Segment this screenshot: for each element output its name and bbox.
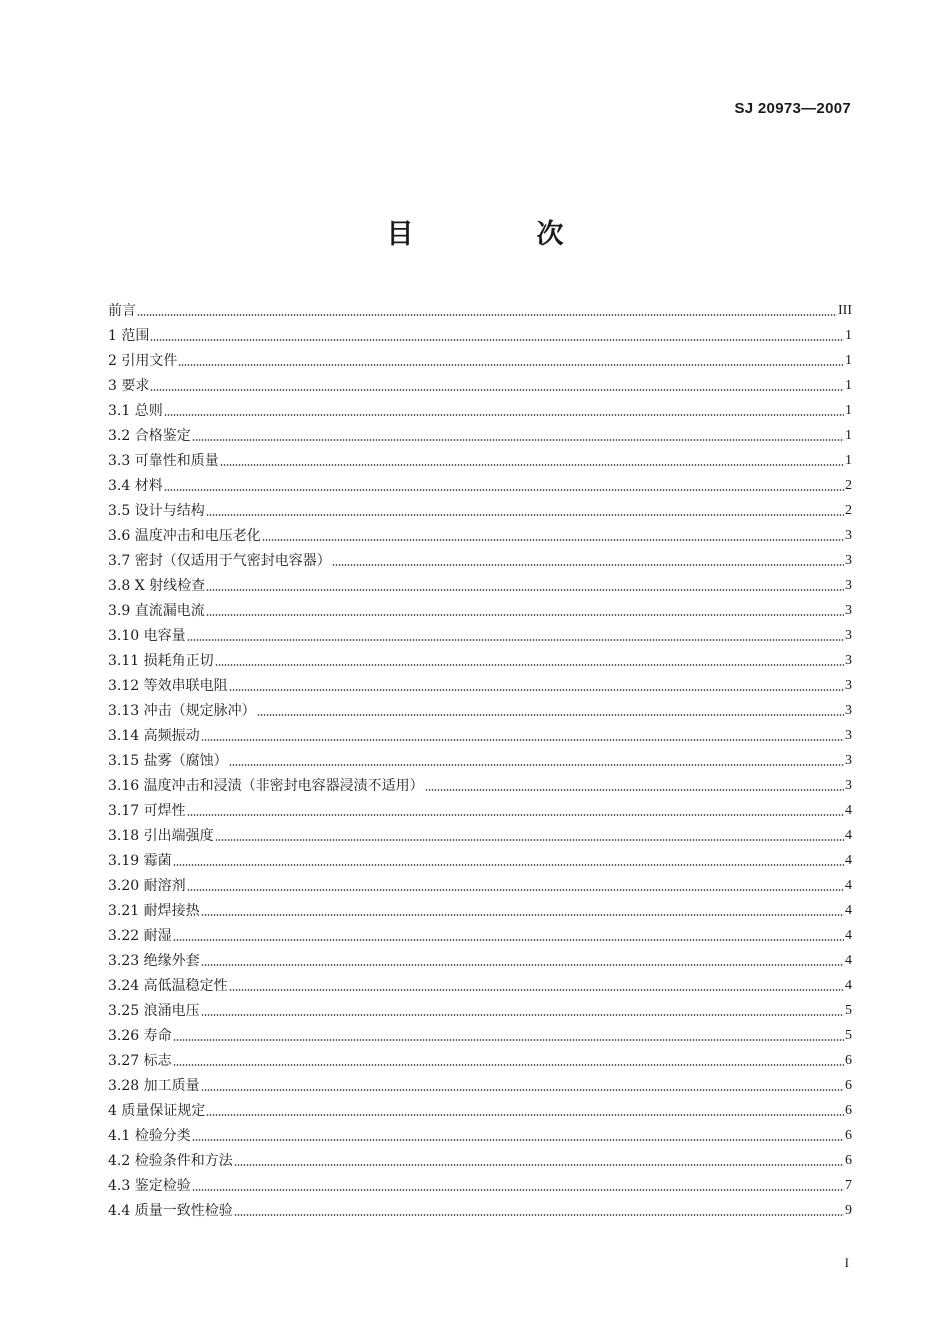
toc-dot-leader xyxy=(201,739,844,741)
toc-entry-label: 3.21 耐焊接热 xyxy=(108,903,200,919)
toc-dot-leader xyxy=(192,1189,844,1191)
toc-dot-leader xyxy=(262,539,844,541)
toc-dot-leader xyxy=(187,639,844,641)
toc-entry-label: 3.16 温度冲击和浸渍（非密封电容器浸渍不适用） xyxy=(108,778,424,794)
toc-entry-page: 1 xyxy=(845,428,852,443)
toc-dot-leader xyxy=(215,839,844,841)
toc-entry[interactable] xyxy=(108,420,852,445)
toc-dot-leader xyxy=(206,514,844,516)
toc-entry[interactable] xyxy=(108,345,852,370)
toc-entry[interactable] xyxy=(108,395,852,420)
toc-entry-page: 3 xyxy=(845,778,852,793)
toc-entry-page: 3 xyxy=(845,603,852,618)
toc-dot-leader xyxy=(220,464,844,466)
toc-entry-page: 4 xyxy=(845,978,852,993)
toc-entry-label: 3.27 标志 xyxy=(108,1053,172,1069)
toc-entry[interactable] xyxy=(108,320,852,345)
toc-entry-page: 4 xyxy=(845,928,852,943)
toc-entry-label: 3.19 霉菌 xyxy=(108,853,172,869)
toc-dot-leader xyxy=(229,764,844,766)
toc-entry-page: 6 xyxy=(845,1053,852,1068)
toc-entry-label: 3.12 等效串联电阻 xyxy=(108,678,228,694)
toc-dot-leader xyxy=(206,1114,844,1116)
toc-entry-page: 4 xyxy=(845,903,852,918)
toc-dot-leader xyxy=(234,1214,844,1216)
toc-dot-leader xyxy=(425,789,844,791)
toc-entry-page: 3 xyxy=(845,703,852,718)
toc-entry-label: 4.2 检验条件和方法 xyxy=(108,1153,233,1169)
toc-entry-label: 3.20 耐溶剂 xyxy=(108,878,186,894)
toc-entry-label: 3.3 可靠性和质量 xyxy=(108,453,219,469)
toc-entry-label: 3.2 合格鉴定 xyxy=(108,428,191,444)
toc-entry-label: 3.25 浪涌电压 xyxy=(108,1003,200,1019)
toc-dot-leader xyxy=(192,1139,844,1141)
toc-entry-label: 3.1 总则 xyxy=(108,403,163,419)
toc-entry[interactable] xyxy=(108,1095,852,1120)
toc-dot-leader xyxy=(332,564,844,566)
toc-entry-label: 1 范围 xyxy=(108,328,150,344)
toc-entry[interactable] xyxy=(108,1120,852,1145)
toc-entry-page: 3 xyxy=(845,553,852,568)
toc-entry[interactable] xyxy=(108,820,852,845)
toc-entry[interactable] xyxy=(108,295,852,320)
toc-entry-page: 1 xyxy=(845,378,852,393)
toc-dot-leader xyxy=(215,664,844,666)
toc-entry[interactable] xyxy=(108,970,852,995)
toc-entry-page: 4 xyxy=(845,828,852,843)
toc-entry-label: 3.18 引出端强度 xyxy=(108,828,214,844)
toc-entry-label: 3.6 温度冲击和电压老化 xyxy=(108,528,261,544)
toc-entry-label: 3.26 寿命 xyxy=(108,1028,172,1044)
toc-entry-page: 3 xyxy=(845,728,852,743)
toc-entry-page: III xyxy=(838,303,852,318)
toc-entry-page: 6 xyxy=(845,1078,852,1093)
toc-entry-label: 3.5 设计与结构 xyxy=(108,503,205,519)
toc-entry-page: 4 xyxy=(845,853,852,868)
toc-entry-label: 3.11 损耗角正切 xyxy=(108,653,214,669)
toc-entry-page: 6 xyxy=(845,1103,852,1118)
toc-entry-page: 3 xyxy=(845,528,852,543)
toc-entry[interactable] xyxy=(108,845,852,870)
toc-entry-label: 3.7 密封（仅适用于气密封电容器） xyxy=(108,553,331,569)
toc-entry[interactable] xyxy=(108,1045,852,1070)
toc-entry[interactable] xyxy=(108,570,852,595)
table-of-contents xyxy=(108,295,852,1220)
toc-entry[interactable] xyxy=(108,920,852,945)
toc-entry[interactable] xyxy=(108,795,852,820)
toc-dot-leader xyxy=(150,339,844,341)
toc-dot-leader xyxy=(206,589,844,591)
toc-dot-leader xyxy=(206,614,844,616)
toc-entry-page: 7 xyxy=(845,1178,852,1193)
toc-entry[interactable] xyxy=(108,545,852,570)
standard-code: SJ 20973—2007 xyxy=(734,100,851,117)
toc-dot-leader xyxy=(137,314,837,316)
toc-entry-page: 1 xyxy=(845,453,852,468)
toc-dot-leader xyxy=(201,1014,844,1016)
toc-entry[interactable] xyxy=(108,1170,852,1195)
toc-entry-label: 3.8 X 射线检查 xyxy=(108,578,206,594)
toc-entry[interactable] xyxy=(108,1145,852,1170)
toc-dot-leader xyxy=(173,864,844,866)
toc-dot-leader xyxy=(173,939,844,941)
toc-dot-leader xyxy=(164,414,844,416)
toc-entry[interactable] xyxy=(108,870,852,895)
toc-entry-page: 4 xyxy=(845,878,852,893)
toc-entry[interactable] xyxy=(108,1070,852,1095)
toc-entry[interactable] xyxy=(108,1195,852,1220)
toc-entry-label: 3.24 高低温稳定性 xyxy=(108,978,228,994)
toc-dot-leader xyxy=(178,364,844,366)
toc-entry-page: 4 xyxy=(845,953,852,968)
toc-entry-label: 3.28 加工质量 xyxy=(108,1078,200,1094)
toc-entry-page: 2 xyxy=(845,503,852,518)
toc-dot-leader xyxy=(164,489,844,491)
toc-entry[interactable] xyxy=(108,620,852,645)
toc-entry-page: 1 xyxy=(845,328,852,343)
toc-entry-label: 2 引用文件 xyxy=(108,353,178,369)
toc-entry-label: 3.22 耐湿 xyxy=(108,928,172,944)
toc-entry-page: 2 xyxy=(845,478,852,493)
toc-entry-page: 4 xyxy=(845,803,852,818)
toc-entry[interactable] xyxy=(108,645,852,670)
toc-dot-leader xyxy=(173,1064,844,1066)
toc-entry-label: 3.4 材料 xyxy=(108,478,163,494)
toc-entry[interactable] xyxy=(108,1020,852,1045)
toc-entry[interactable] xyxy=(108,695,852,720)
toc-entry[interactable] xyxy=(108,745,852,770)
toc-entry-label: 3.15 盐雾（腐蚀） xyxy=(108,753,228,769)
toc-entry-page: 1 xyxy=(845,403,852,418)
toc-dot-leader xyxy=(201,914,844,916)
toc-dot-leader xyxy=(229,989,844,991)
toc-entry-page: 3 xyxy=(845,753,852,768)
toc-entry-label: 3.14 高频振动 xyxy=(108,728,200,744)
toc-entry-page: 5 xyxy=(845,1003,852,1018)
toc-entry[interactable] xyxy=(108,720,852,745)
toc-dot-leader xyxy=(187,814,844,816)
toc-dot-leader xyxy=(257,714,844,716)
toc-entry-label: 3.23 绝缘外套 xyxy=(108,953,200,969)
toc-entry-label: 4.3 鉴定检验 xyxy=(108,1178,191,1194)
toc-entry-label: 3.10 电容量 xyxy=(108,628,186,644)
toc-entry[interactable] xyxy=(108,595,852,620)
toc-entry-label: 3 要求 xyxy=(108,378,150,394)
toc-dot-leader xyxy=(173,1039,844,1041)
toc-dot-leader xyxy=(234,1164,844,1166)
toc-entry-label: 前言 xyxy=(108,303,136,319)
toc-entry[interactable] xyxy=(108,770,852,795)
toc-entry[interactable] xyxy=(108,945,852,970)
toc-entry[interactable] xyxy=(108,520,852,545)
toc-entry-page: 3 xyxy=(845,678,852,693)
toc-entry[interactable] xyxy=(108,895,852,920)
toc-entry-page: 6 xyxy=(845,1153,852,1168)
toc-entry-page: 6 xyxy=(845,1128,852,1143)
toc-entry-label: 3.17 可焊性 xyxy=(108,803,186,819)
toc-entry-page: 5 xyxy=(845,1028,852,1043)
toc-entry[interactable] xyxy=(108,470,852,495)
page-title: 目 次 xyxy=(386,219,612,250)
toc-entry-page: 1 xyxy=(845,353,852,368)
toc-dot-leader xyxy=(201,964,844,966)
toc-entry-page: 9 xyxy=(845,1203,852,1218)
toc-entry-label: 4 质量保证规定 xyxy=(108,1103,206,1119)
toc-entry[interactable] xyxy=(108,445,852,470)
toc-dot-leader xyxy=(201,1089,844,1091)
toc-entry-label: 3.13 冲击（规定脉冲） xyxy=(108,703,256,719)
toc-entry-label: 4.1 检验分类 xyxy=(108,1128,191,1144)
toc-entry-page: 3 xyxy=(845,628,852,643)
page-number: I xyxy=(844,1255,849,1270)
toc-dot-leader xyxy=(192,439,844,441)
toc-entry[interactable] xyxy=(108,370,852,395)
toc-dot-leader xyxy=(187,889,844,891)
toc-entry-page: 3 xyxy=(845,578,852,593)
toc-entry-label: 4.4 质量一致性检验 xyxy=(108,1203,233,1219)
toc-dot-leader xyxy=(229,689,844,691)
toc-entry[interactable] xyxy=(108,995,852,1020)
toc-entry-page: 3 xyxy=(845,653,852,668)
toc-dot-leader xyxy=(150,389,844,391)
toc-entry[interactable] xyxy=(108,670,852,695)
toc-entry[interactable] xyxy=(108,495,852,520)
toc-entry-label: 3.9 直流漏电流 xyxy=(108,603,205,619)
